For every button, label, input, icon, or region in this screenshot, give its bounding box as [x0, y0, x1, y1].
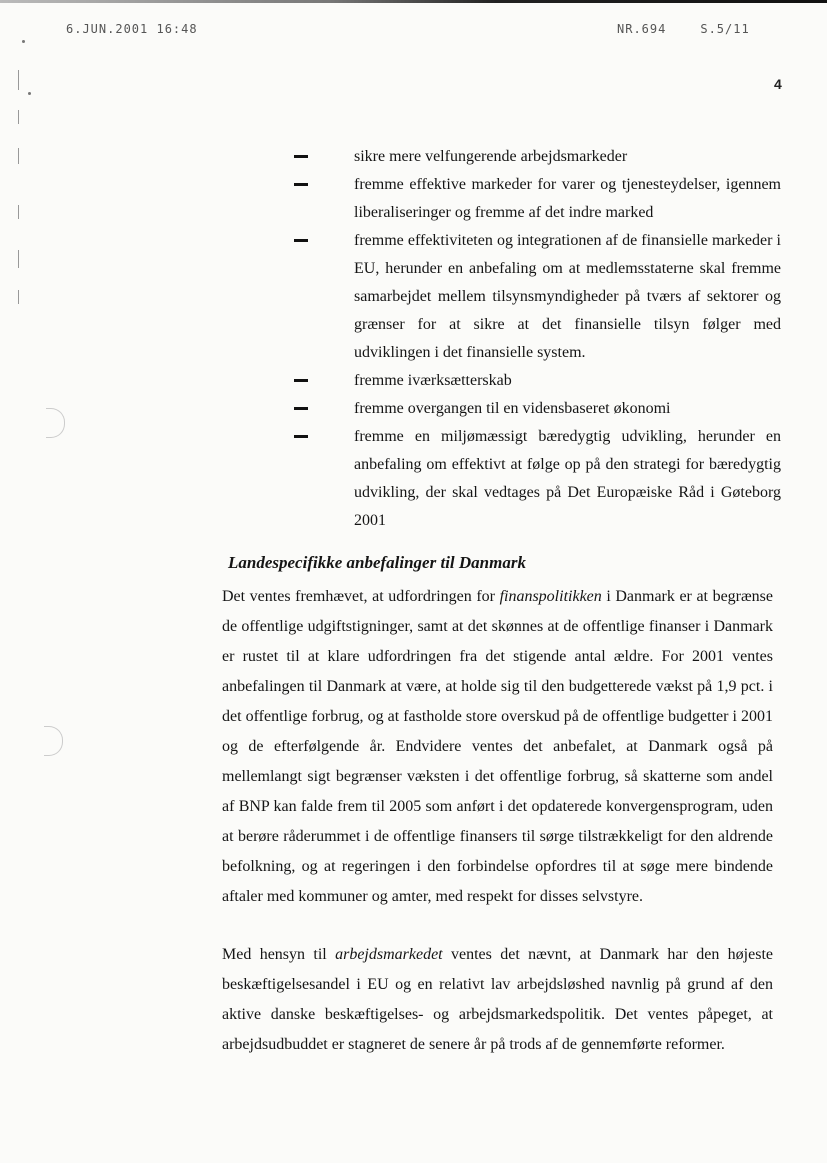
bullet-item [286, 171, 781, 227]
fax-date-time: 6.JUN.2001 16:48 [66, 22, 198, 36]
paragraph-text: i Danmark er at begrænse de offentlige udgiftstigninger, samt at det skønnes at de offentlige finanser i Danmark er rustet til at klare udfordringen fra det stigende antal ældre. For 2001 ventes anbefalingen til Danmark at være, at holde sig til den budgetterede vækst på 1,9 pct. i det offentlige forbrug, og at fastholde store overskud på de offentlige budgetter i 2001 og de efterfølgende år. Endvidere ventes det anbefalet, at Danmark også på mellemlangt sigt begrænser væksten i det offentlige forbrug, så skatterne som andel af BNP kan falde frem til 2005 som anført i det opdaterede konvergensprogram, uden at berøre råderummet i de offentlige finansers til sørge tilstrækkeligt for den aldrende befolkning, og at regeringen i den forbindelse opfordres til at søge mere bindende aftaler med kommuner og amter, med respekt for disses selvstyre. [222, 588, 773, 905]
fax-transmission-info [617, 22, 784, 36]
scan-margin-mark [18, 110, 19, 124]
bullet-text: fremme iværksætterskab [354, 372, 512, 389]
bullet-item [286, 227, 781, 367]
section-heading: Landespecifikke anbefalinger til Danmark [228, 553, 526, 572]
punch-hole [44, 726, 63, 756]
bullet-item [286, 395, 781, 423]
scan-margin-mark [18, 70, 19, 90]
bullet-list [286, 143, 781, 535]
scan-margin-mark [18, 148, 19, 164]
bullet-item [286, 423, 781, 535]
dash-marker [294, 183, 308, 186]
emphasis-term: finanspolitikken [499, 588, 602, 605]
bullet-text: fremme effektive markeder for varer og tjenesteydelser, igennem liberaliseringer og fremme af det indre marked [354, 176, 781, 221]
bullet-text: sikre mere velfungerende arbejdsmarkeder [354, 148, 628, 165]
bullet-item [286, 143, 781, 171]
page-number: 4 [774, 76, 782, 92]
scan-margin-mark [18, 205, 19, 219]
fiscal-policy-paragraph [222, 582, 773, 912]
fax-number: NR.694 [617, 22, 667, 36]
bullet-text: fremme overgangen til en vidensbaseret økonomi [354, 400, 671, 417]
bullet-text: fremme effektiviteten og integrationen af de finansielle markeder i EU, herunder en anbefaling om at medlemsstaterne skal fremme samarbejdet mellem tilsynsmyndigheder på tværs af sektorer og grænser for at sikre at det finansielle tilsyn følger med udviklingen i det finansielle system. [354, 232, 781, 361]
fax-top-border [0, 0, 827, 3]
scan-margin-dot [28, 92, 31, 95]
bullet-item [286, 367, 781, 395]
paragraph-text: ventes det nævnt, at Danmark har den højeste beskæftigelsesandel i EU og en relativt lav arbejdsløshed navnlig på grund af den aktive danske beskæftigelses- og arbejdsmarkedspolitik. Det ventes påpeget, at arbejdsudbuddet er stagneret de senere år på trods af de gennemførte reformer. [222, 946, 774, 1053]
bullet-text: fremme en miljømæssigt bæredygtig udvikling, herunder en anbefaling om effektivt at følge op på den strategi for bæredygtig udvikling, der skal vedtages på Det Europæiske Råd i Gøteborg 2001 [354, 428, 781, 529]
dash-marker [294, 239, 308, 242]
dash-marker [294, 379, 308, 382]
fax-pages: S.5/11 [700, 22, 750, 36]
dash-marker [294, 155, 308, 158]
scan-margin-mark [18, 290, 19, 304]
labour-market-paragraph [222, 940, 773, 1060]
dash-marker [294, 435, 308, 438]
punch-hole [46, 408, 65, 438]
dash-marker [294, 407, 308, 410]
paragraph-text: Med hensyn til [222, 946, 336, 963]
paragraph-text: Det ventes fremhævet, at udfordringen for [222, 588, 500, 605]
scan-margin-dot [22, 40, 25, 43]
emphasis-term: arbejdsmarkedet [335, 946, 443, 963]
scan-margin-mark [18, 250, 19, 268]
